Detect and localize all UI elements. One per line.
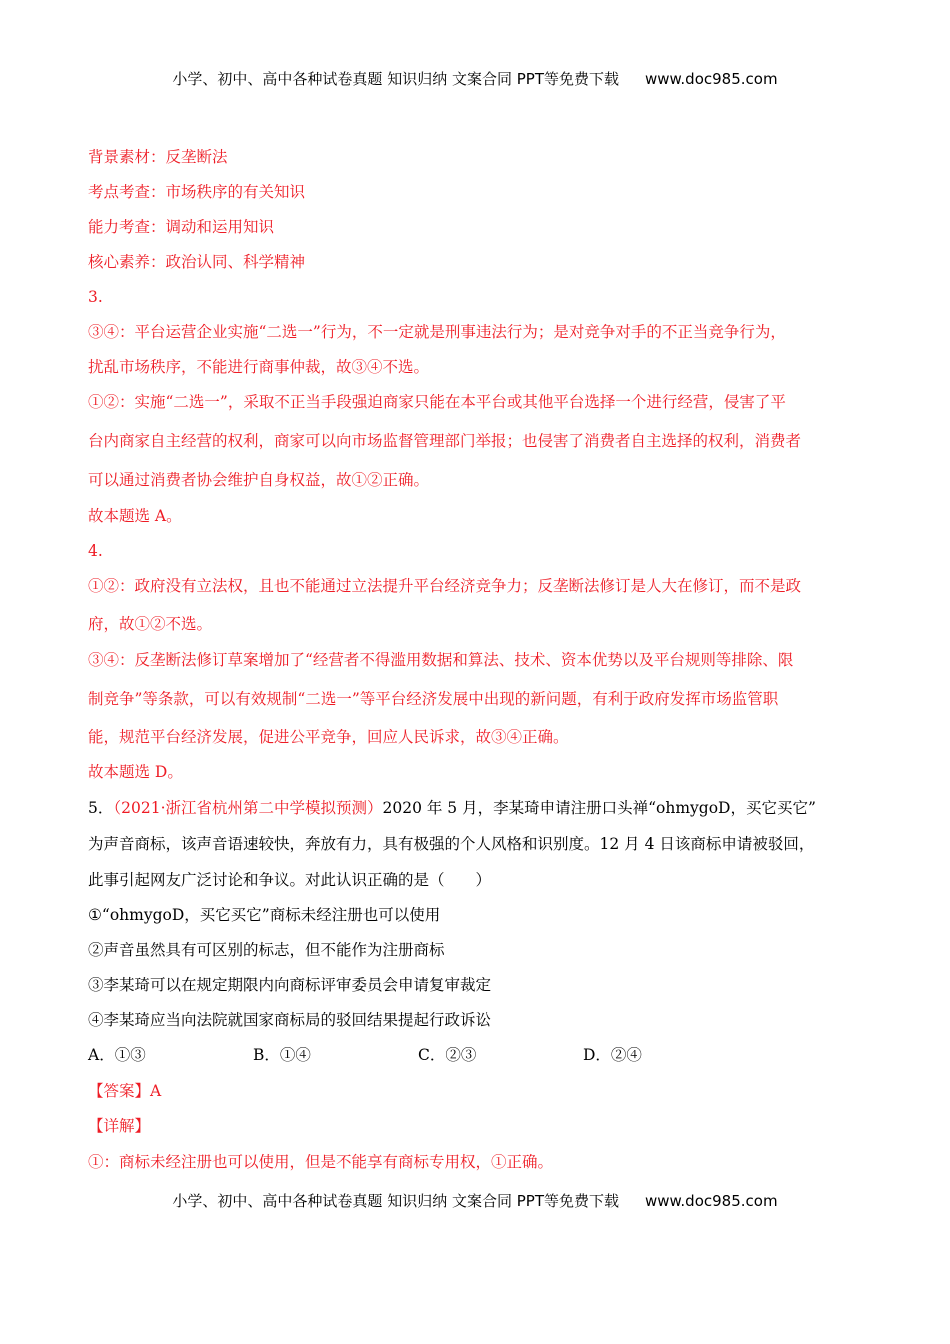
header-text: 小学、初中、高中各种试卷真题 知识归纳 文案合同 PPT等免费下载 — [172, 70, 619, 88]
meta-literacy: 核心素养：政治认同、科学精神 — [88, 253, 306, 271]
option-b: B．①④ — [253, 1046, 311, 1064]
option-c: C．②③ — [418, 1046, 477, 1064]
q5-item: ③李某琦可以在规定期限内向商标评审委员会申请复审裁定 — [88, 976, 492, 994]
q4-analysis-line: ③④：反垄断法修订草案增加了“经营者不得滥用数据和算法、技术、资本优势以及平台规则等排除、限 — [88, 651, 794, 669]
q5-item: ①“ohmygoD，买它买它”商标未经注册也可以使用 — [88, 906, 441, 924]
q3-analysis-line: ①②：实施“二选一”，采取不正当手段强迫商家只能在本平台或其他平台选择一个进行经营，侵害了平 — [88, 393, 786, 411]
q5-stem-line: 为声音商标，该声音语速较快，奔放有力，具有极强的个人风格和识别度。12 月 4 日该商标申请被驳回， — [88, 835, 815, 853]
q4-analysis-line: ①②：政府没有立法权，且也不能通过立法提升平台经济竞争力；反垄断法修订是人大在修订，而不是政 — [88, 577, 802, 595]
q5-stem-line: 此事引起网友广泛讨论和争议。对此认识正确的是（ ） — [88, 871, 492, 889]
footer-url: www.doc985.com — [644, 1192, 778, 1210]
q3-number: 3. — [88, 288, 103, 306]
q3-analysis-line: ③④：平台运营企业实施“二选一”行为，不一定就是刑事违法行为；是对竞争对手的不正当竞争行为， — [88, 323, 786, 341]
option-a: A．①③ — [88, 1046, 146, 1064]
meta-exam-point: 考点考查：市场秩序的有关知识 — [88, 183, 306, 201]
q4-conclusion: 故本题选 D。 — [88, 763, 183, 781]
q5-detail-line: ①：商标未经注册也可以使用，但是不能享有商标专用权，①正确。 — [88, 1153, 554, 1171]
q4-number: 4. — [88, 542, 103, 560]
q5-answer: 【答案】A — [88, 1082, 162, 1100]
q4-analysis-line: 制竞争”等条款，可以有效规制“二选一”等平台经济发展中出现的新问题，有利于政府发挥市场监管职 — [88, 690, 779, 708]
q4-analysis-line: 府，故①②不选。 — [88, 615, 213, 633]
header-url: www.doc985.com — [644, 70, 778, 88]
q3-conclusion: 故本题选 A。 — [88, 507, 182, 525]
footer-text: 小学、初中、高中各种试卷真题 知识归纳 文案合同 PPT等免费下载 — [172, 1192, 619, 1210]
option-d: D．②④ — [583, 1046, 642, 1064]
q3-analysis-line: 台内商家自主经营的权利，商家可以向市场监督管理部门举报；也侵害了消费者自主选择的权利，消费者 — [88, 432, 802, 450]
q5-stem-line — [88, 797, 863, 819]
meta-ability: 能力考查：调动和运用知识 — [88, 218, 275, 236]
page-header — [0, 69, 950, 89]
q5-item: ④李某琦应当向法院就国家商标局的驳回结果提起行政诉讼 — [88, 1011, 492, 1029]
meta-background: 背景素材：反垄断法 — [88, 148, 228, 166]
q3-analysis-line: 扰乱市场秩序，不能进行商事仲裁，故③④不选。 — [88, 358, 430, 376]
q3-analysis-line: 可以通过消费者协会维护自身权益，故①②正确。 — [88, 471, 430, 489]
q5-item: ②声音虽然具有可区别的标志，但不能作为注册商标 — [88, 941, 445, 959]
q4-analysis-line: 能，规范平台经济发展，促进公平竞争，回应人民诉求，故③④正确。 — [88, 728, 569, 746]
q5-detail-label: 【详解】 — [88, 1117, 151, 1135]
q5-number: 5． — [88, 799, 114, 817]
page-footer — [0, 1191, 950, 1211]
q5-stem-text: 2020 年 5 月，李某琦申请注册口头禅“ohmygoD，买它买它” — [382, 799, 816, 817]
q5-source: （2021·浙江省杭州第二中学模拟预测） — [113, 799, 383, 817]
